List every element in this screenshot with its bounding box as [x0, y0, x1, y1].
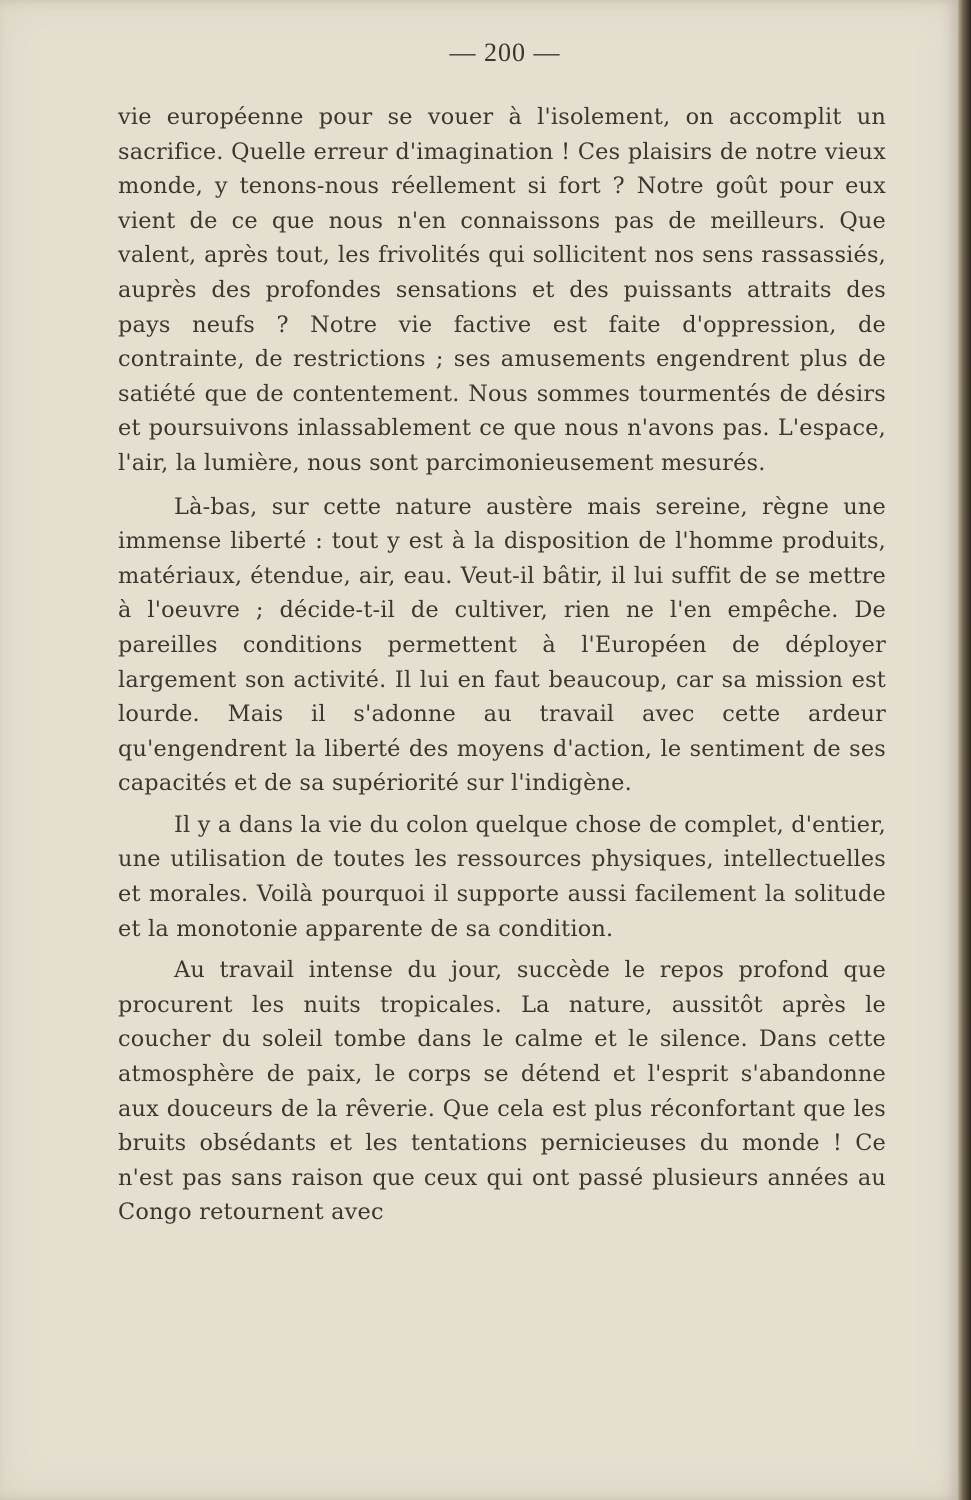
paragraph-4: Au travail intense du jour, succède le repos profond que procurent les nuits tropicales. La nature, aussitôt après le coucher du soleil tombe dans le calme et le silence. Dans cette atmosphère de paix, le corps se détend et l'esprit s'abandonne aux douceurs de la rêverie. Que cela est plus réconfortant que les bruits obsédants et les tentations pernicieuses du monde ! Ce n'est pas sans raison que ceux qui ont passé plusieurs années au Congo retournent avec	[118, 957, 886, 1226]
paragraph-1: vie européenne pour se vouer à l'isolement, on accomplit un sacrifice. Quelle erreur d'imagination ! Ces plaisirs de notre vieux monde, y tenons-nous réellement si fort ? Notre goût pour eux vient de ce que nous n'en connaissons pas de meilleurs. Que valent, après tout, les frivolités qui sollicitent nos sens rassassiés, auprès des profondes sensations et des puissants attraits des pays neufs ? Notre vie factive est faite d'oppression, de contrainte, de restrictions ; ses amusements engendrent plus de satiété que de contentement. Nous sommes tourmentés de désirs et poursuivons inlassablement ce que nous n'avons pas. L'espace, l'air, la lumière, nous sont parcimonieusement mesurés.	[118, 104, 886, 476]
page-edge-shadow	[958, 0, 971, 1500]
paragraph-3: Il y a dans la vie du colon quelque chose de complet, d'entier, une utilisation de toutes les ressources physiques, intellectuelles et morales. Voilà pourquoi il supporte aussi facilement la solitude et la monotonie apparente de sa condition.	[118, 811, 886, 942]
body-text	[118, 100, 886, 1230]
page-number: — 200 —	[449, 38, 561, 67]
paragraph-2: Là-bas, sur cette nature austère mais sereine, règne une immense liberté : tout y est à la disposition de l'homme produits, matériaux, étendue, air, eau. Veut-il bâtir, il lui suffit de se mettre à l'oeuvre ; décide-t-il de cultiver, rien ne l'en empêche. De pareilles conditions permettent à l'Européen de déployer largement son activité. Il lui en faut beaucoup, car sa mission est lourde. Mais il s'adonne au travail avec cette ardeur qu'engendrent la liberté des moyens d'action, le sentiment de ses capacités et de sa supériorité sur l'indigène.	[118, 493, 886, 797]
